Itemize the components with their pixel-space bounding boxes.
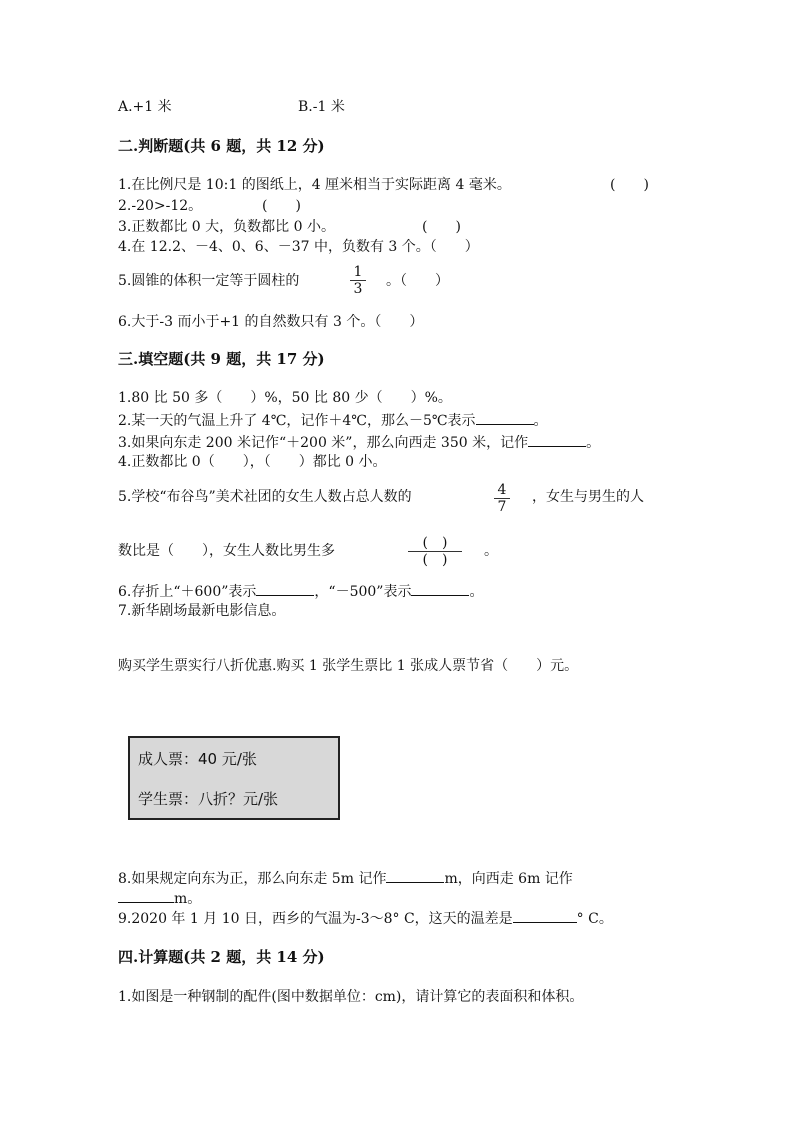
judge-q5-text: 5.圆锥的体积一定等于圆柱的 (118, 273, 300, 289)
fill-q1: 1.80 比 50 多（ ）%，50 比 80 少（ ）%。 (118, 390, 452, 406)
judge-q4: 4.在 12.2、－4、0、6、－37 中，负数有 3 个。（ ） (118, 239, 479, 255)
answer-blank (513, 908, 577, 923)
fraction-numerator: 1 (353, 264, 363, 280)
answer-blank (386, 868, 444, 883)
section4-title: 四.计算题(共 2 题，共 14 分) (118, 948, 325, 966)
fill-q9: 9.2020 年 1 月 10 日，西乡的气温为-3～8° C，这天的温差是 ° C。 (118, 908, 613, 928)
answer-blank (528, 432, 586, 447)
fill-q5-fraction (494, 482, 510, 515)
fill-q5-text-cont: ，女生与男生的人 (532, 489, 644, 505)
fill-q7: 7.新华剧场最新电影信息。 (118, 603, 286, 619)
calc-q1: 1.如图是一种钢制的配件(图中数据单位：cm)，请计算它的表面积和体积。 (118, 989, 584, 1005)
judge-q1-paren: ( ) (610, 177, 649, 193)
answer-blank (256, 581, 314, 596)
judge-q1: 1.在比例尺是 10:1 的图纸上，4 厘米相当于实际距离 4 毫米。 (118, 177, 511, 193)
fill-q8: 8.如果规定向东为正，那么向东走 5m 记作 m，向西走 6m 记作 (118, 868, 573, 888)
judge-q3-paren: ( ) (422, 219, 461, 235)
answer-blank (476, 410, 534, 425)
section3-title: 三.填空题(共 9 题，共 17 分) (118, 350, 325, 368)
fill-q4: 4.正数都比 0（ ），（ ）都比 0 小。 (118, 454, 387, 470)
judge-q2: 2.-20>-12。 (118, 198, 203, 214)
fill-q8-cont: m。 (118, 888, 201, 908)
fraction-denominator: 3 (353, 281, 363, 297)
judge-q6: 6.大于-3 而小于+1 的自然数只有 3 个。（ ） (118, 314, 424, 330)
fill-q3: 3.如果向东走 200 米记作“＋200 米”，那么向西走 350 米，记作 。 (118, 432, 600, 452)
answer-blank (411, 581, 469, 596)
judge-q5-end: 。（ ） (386, 273, 449, 289)
fill-q7-detail: 购买学生票实行八折优惠.购买 1 张学生票比 1 张成人票节省（ ）元。 (118, 658, 579, 674)
adult-ticket-price: 成人票：40 元/张 (138, 750, 257, 768)
fraction-denominator: 7 (497, 499, 507, 515)
fill-q5-line2: 数比是（ ），女生人数比男生多 (118, 543, 335, 559)
option-b: B.-1 米 (298, 99, 345, 115)
judge-q2-paren: ( ) (262, 198, 301, 214)
fill-q5-blank-fraction (408, 535, 462, 568)
section2-title: 二.判断题(共 6 题，共 12 分) (118, 137, 325, 155)
judge-q5-fraction (350, 264, 366, 297)
answer-blank (118, 888, 174, 903)
fill-q5-line2-end: 。 (484, 543, 498, 559)
fraction-numerator: ( ) (422, 535, 448, 551)
ticket-info-box (128, 736, 340, 820)
student-ticket-price: 学生票：八折？元/张 (138, 790, 279, 808)
fraction-numerator: 4 (497, 482, 507, 498)
fraction-denominator: ( ) (422, 552, 448, 568)
judge-q3: 3.正数都比 0 大，负数都比 0 小。 (118, 219, 335, 235)
option-a: A.+1 米 (118, 99, 172, 115)
fill-q6: 6.存折上“＋600”表示 ，“－500”表示 。 (118, 581, 483, 601)
fill-q2: 2.某一天的气温上升了 4℃，记作＋4℃，那么－5℃表示 。 (118, 410, 548, 430)
fill-q5-text: 5.学校“布谷鸟”美术社团的女生人数占总人数的 (118, 489, 412, 505)
